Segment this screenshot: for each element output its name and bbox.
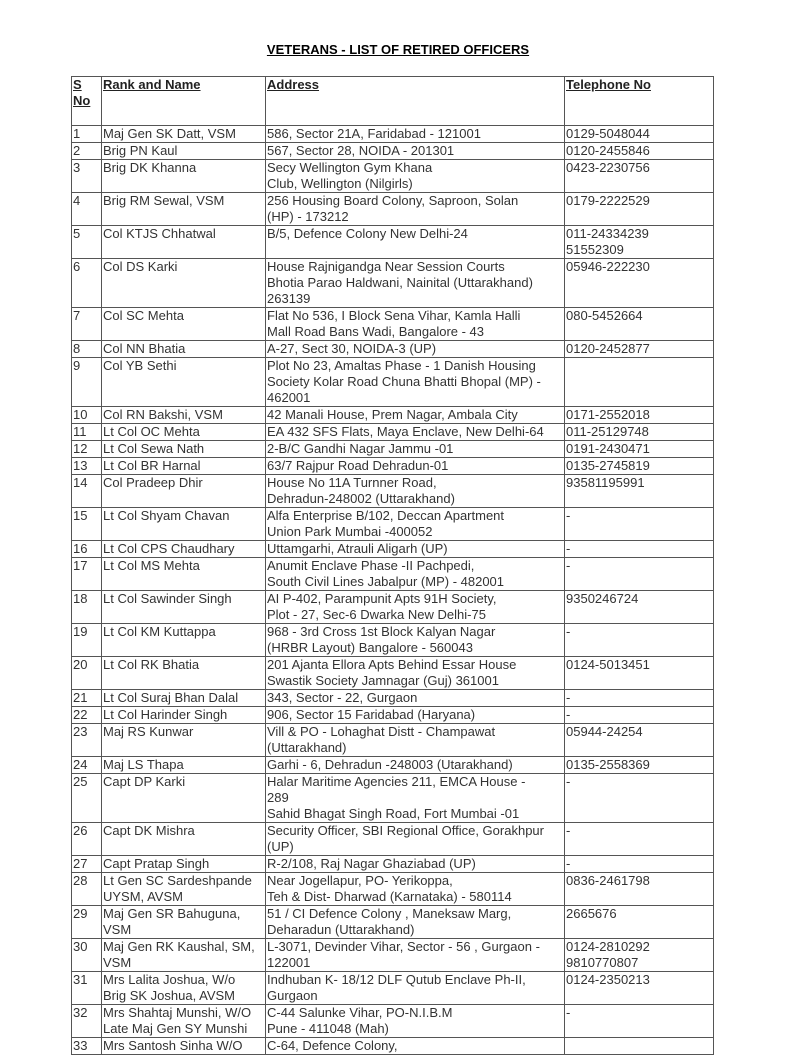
table-row xyxy=(72,407,714,424)
table-row xyxy=(72,341,714,358)
table-row xyxy=(72,624,714,657)
cell-sno: 29 xyxy=(72,906,102,939)
table-row xyxy=(72,541,714,558)
cell-address: Plot No 23, Amaltas Phase - 1 Danish Housing Society Kolar Road Chuna Bhatti Bhopal (MP) - 462001 xyxy=(266,358,565,407)
table-body xyxy=(72,126,714,1055)
cell-sno: 8 xyxy=(72,341,102,358)
table-row xyxy=(72,441,714,458)
cell-telephone: 0135-2558369 xyxy=(565,757,714,774)
cell-rank-name: Lt Col MS Mehta xyxy=(102,558,266,591)
cell-sno: 17 xyxy=(72,558,102,591)
cell-rank-name: Lt Col OC Mehta xyxy=(102,424,266,441)
cell-sno: 11 xyxy=(72,424,102,441)
cell-sno: 28 xyxy=(72,873,102,906)
cell-telephone xyxy=(565,1038,714,1055)
cell-address: Halar Maritime Agencies 211, EMCA House - 289 Sahid Bhagat Singh Road, Fort Mumbai -01 xyxy=(266,774,565,823)
table-row xyxy=(72,707,714,724)
cell-rank-name: Mrs Lalita Joshua, W/o Brig SK Joshua, AVSM xyxy=(102,972,266,1005)
cell-telephone: 05944-24254 xyxy=(565,724,714,757)
cell-rank-name: Lt Gen SC Sardeshpande UYSM, AVSM xyxy=(102,873,266,906)
cell-address: House Rajnigandga Near Session Courts Bhotia Parao Haldwani, Nainital (Uttarakhand) 263139 xyxy=(266,259,565,308)
cell-address: 42 Manali House, Prem Nagar, Ambala City xyxy=(266,407,565,424)
cell-sno: 5 xyxy=(72,226,102,259)
cell-telephone: 05946-222230 xyxy=(565,259,714,308)
table-row xyxy=(72,774,714,823)
header-address: Address xyxy=(266,77,565,126)
cell-rank-name: Brig RM Sewal, VSM xyxy=(102,193,266,226)
cell-sno: 16 xyxy=(72,541,102,558)
cell-address: Alfa Enterprise B/102, Deccan Apartment Union Park Mumbai -400052 xyxy=(266,508,565,541)
table-row xyxy=(72,193,714,226)
cell-rank-name: Lt Col Suraj Bhan Dalal xyxy=(102,690,266,707)
cell-telephone: - xyxy=(565,823,714,856)
cell-telephone: - xyxy=(565,1005,714,1038)
cell-rank-name: Mrs Santosh Sinha W/O xyxy=(102,1038,266,1055)
cell-address: 343, Sector - 22, Gurgaon xyxy=(266,690,565,707)
cell-sno: 6 xyxy=(72,259,102,308)
cell-rank-name: Capt DP Karki xyxy=(102,774,266,823)
table-header-row xyxy=(72,77,714,126)
cell-telephone: 0191-2430471 xyxy=(565,441,714,458)
cell-telephone xyxy=(565,358,714,407)
cell-address: L-3071, Devinder Vihar, Sector - 56 , Gurgaon - 122001 xyxy=(266,939,565,972)
table-row xyxy=(72,657,714,690)
cell-telephone: 9350246724 xyxy=(565,591,714,624)
table-row xyxy=(72,724,714,757)
cell-rank-name: Lt Col Shyam Chavan xyxy=(102,508,266,541)
cell-rank-name: Lt Col Sewa Nath xyxy=(102,441,266,458)
cell-sno: 9 xyxy=(72,358,102,407)
cell-sno: 18 xyxy=(72,591,102,624)
cell-rank-name: Maj Gen SK Datt, VSM xyxy=(102,126,266,143)
table-row xyxy=(72,160,714,193)
cell-rank-name: Lt Col Sawinder Singh xyxy=(102,591,266,624)
cell-telephone: 93581195991 xyxy=(565,475,714,508)
cell-rank-name: Maj Gen RK Kaushal, SM, VSM xyxy=(102,939,266,972)
cell-rank-name: Col NN Bhatia xyxy=(102,341,266,358)
cell-telephone: 011-24334239 51552309 xyxy=(565,226,714,259)
cell-sno: 31 xyxy=(72,972,102,1005)
cell-telephone: 0129-5048044 xyxy=(565,126,714,143)
table-row xyxy=(72,126,714,143)
cell-rank-name: Lt Col RK Bhatia xyxy=(102,657,266,690)
table-row xyxy=(72,873,714,906)
cell-sno: 20 xyxy=(72,657,102,690)
table-row xyxy=(72,475,714,508)
cell-rank-name: Col Pradeep Dhir xyxy=(102,475,266,508)
cell-sno: 12 xyxy=(72,441,102,458)
cell-sno: 23 xyxy=(72,724,102,757)
cell-address: A-27, Sect 30, NOIDA-3 (UP) xyxy=(266,341,565,358)
cell-rank-name: Col SC Mehta xyxy=(102,308,266,341)
table-row xyxy=(72,972,714,1005)
cell-address: 63/7 Rajpur Road Dehradun-01 xyxy=(266,458,565,475)
cell-address: Secy Wellington Gym Khana Club, Wellington (Nilgirls) xyxy=(266,160,565,193)
cell-telephone: 0135-2745819 xyxy=(565,458,714,475)
cell-rank-name: Col DS Karki xyxy=(102,259,266,308)
cell-telephone: - xyxy=(565,508,714,541)
table-row xyxy=(72,424,714,441)
cell-rank-name: Lt Col Harinder Singh xyxy=(102,707,266,724)
cell-telephone: 0124-2350213 xyxy=(565,972,714,1005)
cell-telephone: 0836-2461798 xyxy=(565,873,714,906)
cell-telephone: 0423-2230756 xyxy=(565,160,714,193)
table-row xyxy=(72,757,714,774)
cell-sno: 2 xyxy=(72,143,102,160)
cell-telephone: 2665676 xyxy=(565,906,714,939)
cell-telephone: - xyxy=(565,541,714,558)
cell-address: 567, Sector 28, NOIDA - 201301 xyxy=(266,143,565,160)
cell-rank-name: Capt DK Mishra xyxy=(102,823,266,856)
cell-telephone: - xyxy=(565,558,714,591)
cell-telephone: 0120-2455846 xyxy=(565,143,714,160)
cell-rank-name: Lt Col BR Harnal xyxy=(102,458,266,475)
cell-telephone: 0124-5013451 xyxy=(565,657,714,690)
table-row xyxy=(72,823,714,856)
cell-address: AI P-402, Parampunit Apts 91H Society, Plot - 27, Sec-6 Dwarka New Delhi-75 xyxy=(266,591,565,624)
cell-rank-name: Maj RS Kunwar xyxy=(102,724,266,757)
cell-sno: 15 xyxy=(72,508,102,541)
cell-sno: 27 xyxy=(72,856,102,873)
cell-rank-name: Lt Col CPS Chaudhary xyxy=(102,541,266,558)
cell-sno: 24 xyxy=(72,757,102,774)
cell-address: House No 11A Turnner Road, Dehradun-248002 (Uttarakhand) xyxy=(266,475,565,508)
cell-address: EA 432 SFS Flats, Maya Enclave, New Delhi-64 xyxy=(266,424,565,441)
table-row xyxy=(72,939,714,972)
cell-telephone: 0171-2552018 xyxy=(565,407,714,424)
cell-telephone: - xyxy=(565,690,714,707)
table-row xyxy=(72,508,714,541)
cell-address: Indhuban K- 18/12 DLF Qutub Enclave Ph-II, Gurgaon xyxy=(266,972,565,1005)
cell-address: 256 Housing Board Colony, Saproon, Solan (HP) - 173212 xyxy=(266,193,565,226)
table-row xyxy=(72,226,714,259)
table-row xyxy=(72,906,714,939)
cell-sno: 21 xyxy=(72,690,102,707)
cell-address: Garhi - 6, Dehradun -248003 (Utarakhand) xyxy=(266,757,565,774)
cell-sno: 33 xyxy=(72,1038,102,1055)
cell-rank-name: Brig PN Kaul xyxy=(102,143,266,160)
cell-address: Security Officer, SBI Regional Office, Gorakhpur (UP) xyxy=(266,823,565,856)
cell-telephone: - xyxy=(565,774,714,823)
cell-address: Vill & PO - Lohaghat Distt - Champawat (Uttarakhand) xyxy=(266,724,565,757)
cell-address: C-64, Defence Colony, xyxy=(266,1038,565,1055)
cell-rank-name: Capt Pratap Singh xyxy=(102,856,266,873)
header-telephone: Telephone No xyxy=(565,77,714,126)
cell-address: 968 - 3rd Cross 1st Block Kalyan Nagar (HRBR Layout) Bangalore - 560043 xyxy=(266,624,565,657)
cell-rank-name: Brig DK Khanna xyxy=(102,160,266,193)
cell-address: C-44 Salunke Vihar, PO-N.I.B.M Pune - 411048 (Mah) xyxy=(266,1005,565,1038)
cell-address: 586, Sector 21A, Faridabad - 121001 xyxy=(266,126,565,143)
cell-address: 2-B/C Gandhi Nagar Jammu -01 xyxy=(266,441,565,458)
table-row xyxy=(72,143,714,160)
cell-sno: 22 xyxy=(72,707,102,724)
cell-telephone: 0120-2452877 xyxy=(565,341,714,358)
table-row xyxy=(72,591,714,624)
cell-address: Flat No 536, I Block Sena Vihar, Kamla Halli Mall Road Bans Wadi, Bangalore - 43 xyxy=(266,308,565,341)
cell-rank-name: Maj Gen SR Bahuguna, VSM xyxy=(102,906,266,939)
cell-rank-name: Col YB Sethi xyxy=(102,358,266,407)
table-row xyxy=(72,308,714,341)
cell-sno: 3 xyxy=(72,160,102,193)
header-rank-name: Rank and Name xyxy=(102,77,266,126)
cell-telephone: - xyxy=(565,624,714,657)
cell-sno: 13 xyxy=(72,458,102,475)
cell-address: Anumit Enclave Phase -II Pachpedi, South Civil Lines Jabalpur (MP) - 482001 xyxy=(266,558,565,591)
cell-sno: 26 xyxy=(72,823,102,856)
cell-sno: 30 xyxy=(72,939,102,972)
cell-telephone: 0124-2810292 9810770807 xyxy=(565,939,714,972)
table-row xyxy=(72,856,714,873)
cell-sno: 19 xyxy=(72,624,102,657)
cell-sno: 32 xyxy=(72,1005,102,1038)
table-row xyxy=(72,558,714,591)
cell-sno: 25 xyxy=(72,774,102,823)
table-row xyxy=(72,259,714,308)
cell-address: 201 Ajanta Ellora Apts Behind Essar House Swastik Society Jamnagar (Guj) 361001 xyxy=(266,657,565,690)
cell-sno: 10 xyxy=(72,407,102,424)
cell-rank-name: Maj LS Thapa xyxy=(102,757,266,774)
cell-address: Uttamgarhi, Atrauli Aligarh (UP) xyxy=(266,541,565,558)
cell-sno: 1 xyxy=(72,126,102,143)
cell-sno: 7 xyxy=(72,308,102,341)
cell-sno: 14 xyxy=(72,475,102,508)
table-row xyxy=(72,358,714,407)
cell-address: Near Jogellapur, PO- Yerikoppa, Teh & Dist- Dharwad (Karnataka) - 580114 xyxy=(266,873,565,906)
table-row xyxy=(72,458,714,475)
cell-telephone: 0179-2222529 xyxy=(565,193,714,226)
cell-address: B/5, Defence Colony New Delhi-24 xyxy=(266,226,565,259)
page-title: VETERANS - LIST OF RETIRED OFFICERS xyxy=(266,42,530,57)
officers-table xyxy=(71,76,714,1055)
cell-address: R-2/108, Raj Nagar Ghaziabad (UP) xyxy=(266,856,565,873)
cell-telephone: 011-25129748 xyxy=(565,424,714,441)
cell-telephone: - xyxy=(565,707,714,724)
table-row xyxy=(72,1005,714,1038)
header-sno: S No xyxy=(72,77,102,126)
cell-address: 906, Sector 15 Faridabad (Haryana) xyxy=(266,707,565,724)
cell-rank-name: Mrs Shahtaj Munshi, W/O Late Maj Gen SY Munshi xyxy=(102,1005,266,1038)
cell-telephone: - xyxy=(565,856,714,873)
cell-rank-name: Lt Col KM Kuttappa xyxy=(102,624,266,657)
cell-rank-name: Col KTJS Chhatwal xyxy=(102,226,266,259)
table-row xyxy=(72,1038,714,1055)
cell-address: 51 / CI Defence Colony , Maneksaw Marg, Deharadun (Uttarakhand) xyxy=(266,906,565,939)
cell-sno: 4 xyxy=(72,193,102,226)
cell-telephone: 080-5452664 xyxy=(565,308,714,341)
table-row xyxy=(72,690,714,707)
cell-rank-name: Col RN Bakshi, VSM xyxy=(102,407,266,424)
